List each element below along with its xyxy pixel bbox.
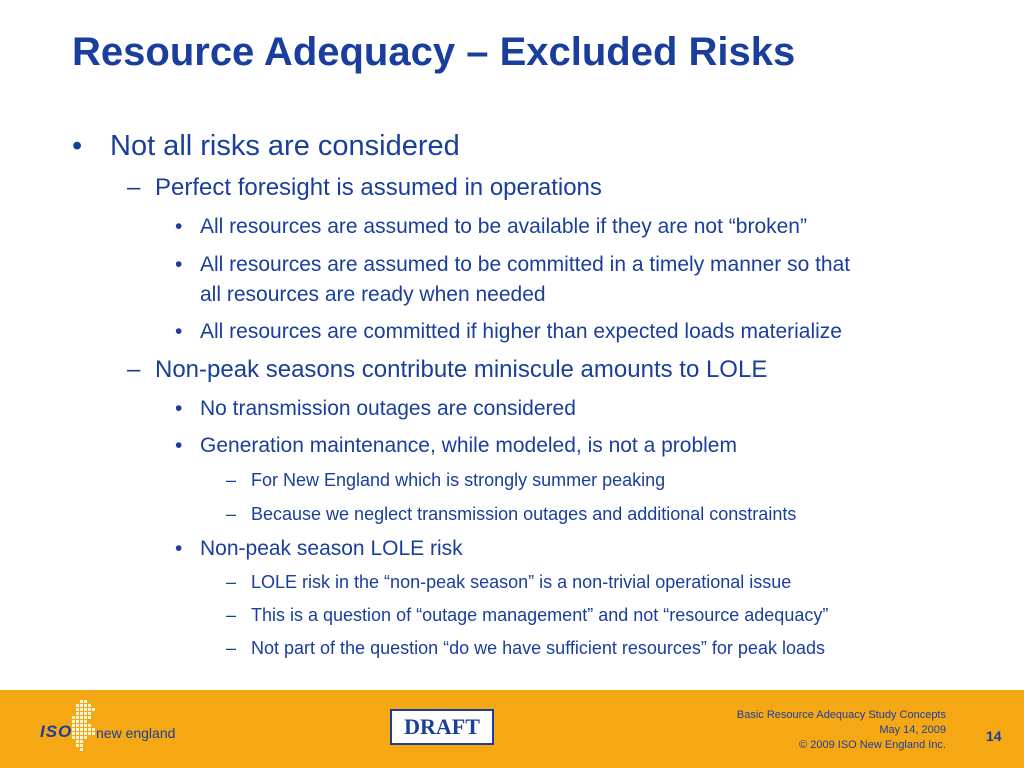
bullet-symbol: • [175, 320, 183, 343]
logo-iso-text: ISO [40, 722, 73, 741]
iso-new-england-logo [40, 698, 190, 758]
dash-symbol: – [226, 504, 237, 524]
footer-copyright: © 2009 ISO New England Inc. [799, 739, 946, 751]
dash-symbol: – [226, 470, 237, 490]
bullet-level4: For New England which is strongly summer peaking [251, 470, 666, 490]
dash-symbol: – [226, 638, 237, 658]
bullet-symbol: • [175, 537, 183, 560]
bullet-symbol: • [175, 397, 183, 420]
footer-info [737, 708, 946, 753]
bullet-level4: This is a question of “outage management” and not “resource adequacy” [251, 605, 829, 625]
bullet-level3: All resources are assumed to be available if they are not “broken” [200, 215, 807, 238]
draft-stamp: DRAFT [390, 709, 494, 745]
bullet-level4: Because we neglect transmission outages and additional constraints [251, 504, 797, 524]
footer-bar [0, 690, 1024, 768]
footer-date: May 14, 2009 [879, 724, 946, 736]
slide-title: Resource Adequacy – Excluded Risks [72, 30, 796, 74]
logo-new-england-text: new england [96, 725, 176, 741]
bullet-level3: All resources are assumed to be committed in a timely manner so that [200, 253, 851, 276]
page-number: 14 [986, 728, 1002, 744]
bullet-level3: All resources are committed if higher than expected loads materialize [200, 320, 842, 343]
dash-symbol: – [127, 174, 141, 201]
bullet-level3: Non-peak season LOLE risk [200, 537, 463, 560]
bullet-symbol: • [175, 253, 183, 276]
dash-symbol: – [226, 572, 237, 592]
bullet-level3: No transmission outages are considered [200, 397, 576, 420]
footer-doc-title: Basic Resource Adequacy Study Concepts [736, 709, 946, 721]
bullet-level2: Perfect foresight is assumed in operations [155, 174, 602, 201]
bullet-level4: LOLE risk in the “non-peak season” is a non-trivial operational issue [251, 572, 792, 592]
dash-symbol: – [127, 356, 141, 383]
bullet-symbol: • [72, 130, 83, 162]
bullet-level2: Non-peak seasons contribute miniscule amounts to LOLE [155, 356, 768, 383]
bullet-level1: Not all risks are considered [110, 130, 460, 162]
bullet-level3-continued: all resources are ready when needed [200, 283, 546, 306]
bullet-symbol: • [175, 434, 183, 457]
bullet-level4: Not part of the question “do we have sufficient resources” for peak loads [251, 638, 825, 658]
dash-symbol: – [226, 605, 237, 625]
bullet-symbol: • [175, 215, 183, 238]
bullet-level3: Generation maintenance, while modeled, is not a problem [200, 434, 737, 457]
